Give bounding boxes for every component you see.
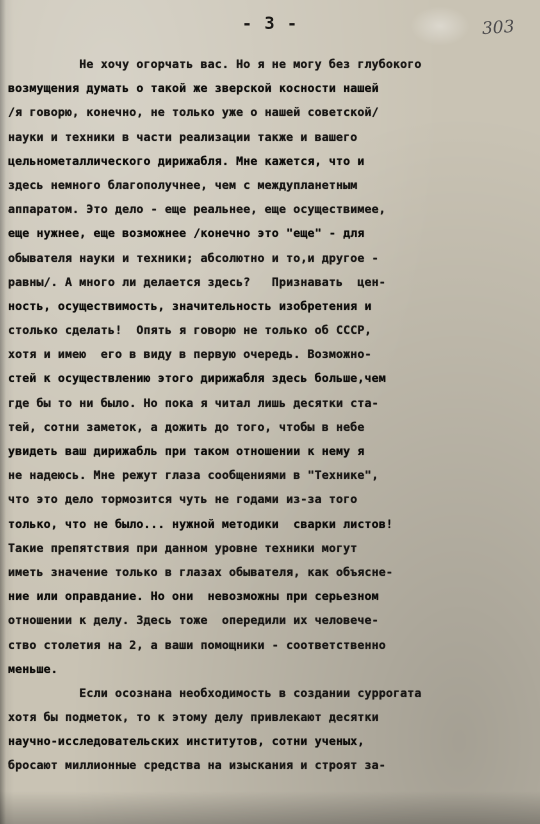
text-line: стей к осуществлению этого дирижабля здесь больше,чем [8,371,386,386]
text-line: еще нужнее, еще возможнее /конечно это "еще" - для [8,226,365,241]
text-line: Такие препятствия при данном уровне техники могут [8,540,358,555]
text-line: что это дело тормозится чуть не годами из-за того [8,492,358,507]
text-line: Не хочу огорчать вас. Но я не могу без глубокого [8,57,422,71]
text-line: научно-исследовательских институтов, сотни ученых, [8,734,365,749]
text-line: Если осознана необходимость в создании суррогата [8,685,422,700]
text-line: бросают миллионные средства на изыскания и строят за- [8,758,386,773]
text-line: здесь немного благополучнее, чем с междупланетным [8,177,358,192]
text-line: хотя и имею его в виду в первую очередь. Возможно- [8,347,372,362]
text-line: ние или оправдание. Но они невозможны при серьезном [8,589,379,604]
text-line: цельнометаллического дирижабля. Мне кажется, что и [8,153,365,168]
text-line: обывателя науки и техники; абсолютно и то,и другое - [8,250,379,265]
text-line: где бы то ни было. Но пока я читал лишь десятки ста- [8,395,379,410]
text-line: увидеть ваш дирижабль при таком отношении к нему я [8,444,365,458]
text-line: равны/. А много ли делается здесь? Признавать цен- [8,274,386,289]
text-line: возмущения думать о такой же зверской косности нашей [8,81,379,96]
text-line: столько сделать! Опять я говорю не только об СССР, [8,323,372,338]
page-number: - 3 - [241,14,299,34]
text-line: меньше. [8,661,58,676]
text-line: /я говорю, конечно, не только уже о нашей советской/ [8,105,379,120]
text-line: аппаратом. Это дело - еще реальнее, еще осуществимее, [8,202,386,217]
text-line: отношении к делу. Здесь тоже опередили их человече- [8,613,379,628]
text-line: тей, сотни заметок, а дожить до того, чтобы в небе [8,419,365,434]
text-line: ность, осуществимость, значительность изобретения и [8,298,372,313]
text-line: только, что не было... нужной методики сварки листов! [8,516,394,531]
text-line: науки и техники в части реализации также и вашего [8,129,358,144]
archive-page-number: 303 [480,16,515,40]
text-line: хотя бы подметок, то к этому делу привлекают десятки [8,710,379,725]
typed-text-body [8,52,538,778]
text-line: иметь значение только в глазах обывателя, как объясне- [8,564,394,579]
text-line: не надеюсь. Мне режут глаза сообщениями в "Технике", [8,468,379,483]
text-line: ство столетия на 2, а ваши помощники - соответственно [8,637,386,652]
